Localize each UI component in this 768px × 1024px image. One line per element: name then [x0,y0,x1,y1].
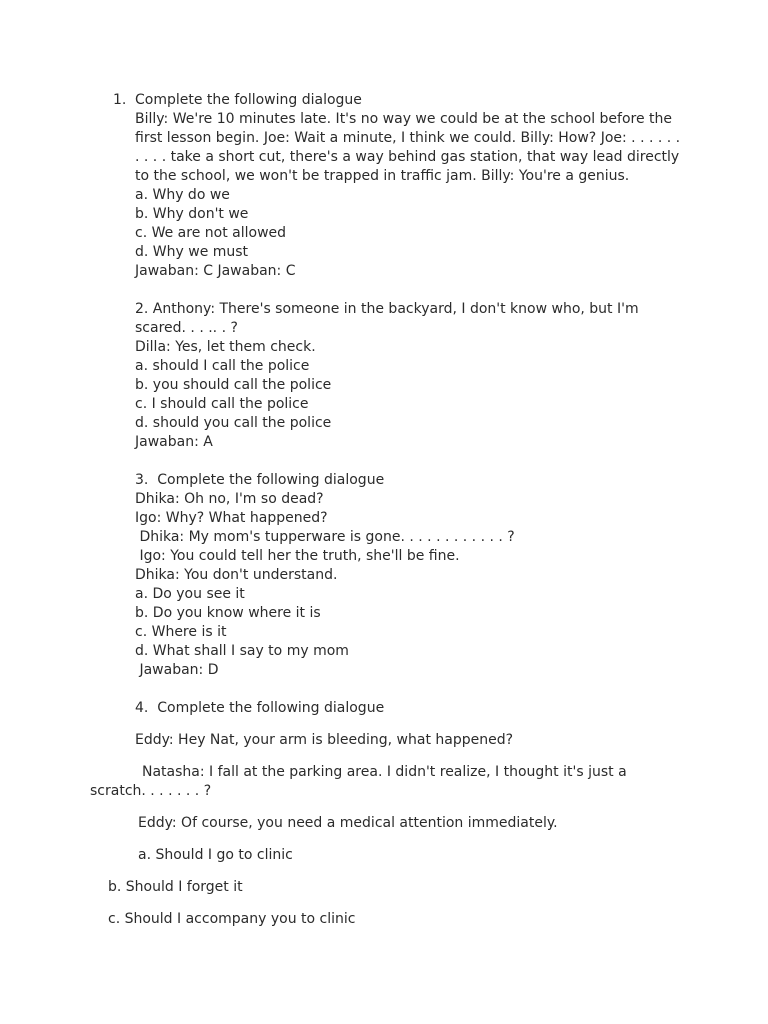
q1-text-line: . . . . take a short cut, there's a way behind gas station, that way lead directly [135,149,680,165]
q3-heading: 3. Complete the following dialogue [135,472,385,488]
q2-option-b: b. you should call the police [135,377,332,393]
q3-option-c: c. Where is it [135,624,227,640]
q1-option-c: c. We are not allowed [135,225,287,241]
q1-heading: Complete the following dialogue [135,92,362,108]
q2-option-d: d. should you call the police [135,415,332,431]
q1-option-a: a. Why do we [135,187,230,203]
q1-text-line: to the school, we won't be trapped in traffic jam. Billy: You're a genius. [135,168,630,184]
q2-option-c: c. I should call the police [135,396,309,412]
q2-option-a: a. should I call the police [135,358,310,374]
q4-option-c: c. Should I accompany you to clinic [108,911,356,927]
q1-text-line: Billy: We're 10 minutes late. It's no way we could be at the school before the [135,111,673,127]
q3-dialogue-line: Dhika: Oh no, I'm so dead? [135,491,324,507]
q3-option-b: b. Do you know where it is [135,605,321,621]
q4-option-b: b. Should I forget it [108,879,243,895]
q2-text-line: 2. Anthony: There's someone in the backyard, I don't know who, but I'm [135,301,639,317]
q1-text-line: first lesson begin. Joe: Wait a minute, I think we could. Billy: How? Joe: . . . . . . [135,130,681,146]
q3-dialogue-line: Igo: You could tell her the truth, she'll be fine. [135,548,460,564]
q2-text-line: scared. . . .. . ? [135,320,238,336]
q4-dialogue-natasha: Natasha: I fall at the parking area. I didn't realize, I thought it's just a [142,764,627,780]
q1-option-b: b. Why don't we [135,206,249,222]
q3-option-d: d. What shall I say to my mom [135,643,349,659]
q1-number: 1. [113,92,127,108]
q4-heading: 4. Complete the following dialogue [135,700,385,716]
q2-answer: Jawaban: A [135,434,213,450]
q3-dialogue-line: Igo: Why? What happened? [135,510,328,526]
q3-dialogue-line: Dhika: My mom's tupperware is gone. . . . . . . . . . . . ? [135,529,515,545]
q3-answer: Jawaban: D [135,662,219,678]
q1-answer: Jawaban: C Jawaban: C [135,263,296,279]
q3-option-a: a. Do you see it [135,586,245,602]
q4-dialogue-natasha-cont: scratch. . . . . . . ? [90,783,212,799]
q4-dialogue-eddy: Eddy: Hey Nat, your arm is bleeding, what happened? [135,732,514,748]
q4-option-a: a. Should I go to clinic [138,847,293,863]
q4-dialogue-eddy: Eddy: Of course, you need a medical attention immediately. [138,815,558,831]
q1-option-d: d. Why we must [135,244,249,260]
q3-dialogue-line: Dhika: You don't understand. [135,567,338,583]
q2-text-line: Dilla: Yes, let them check. [135,339,316,355]
